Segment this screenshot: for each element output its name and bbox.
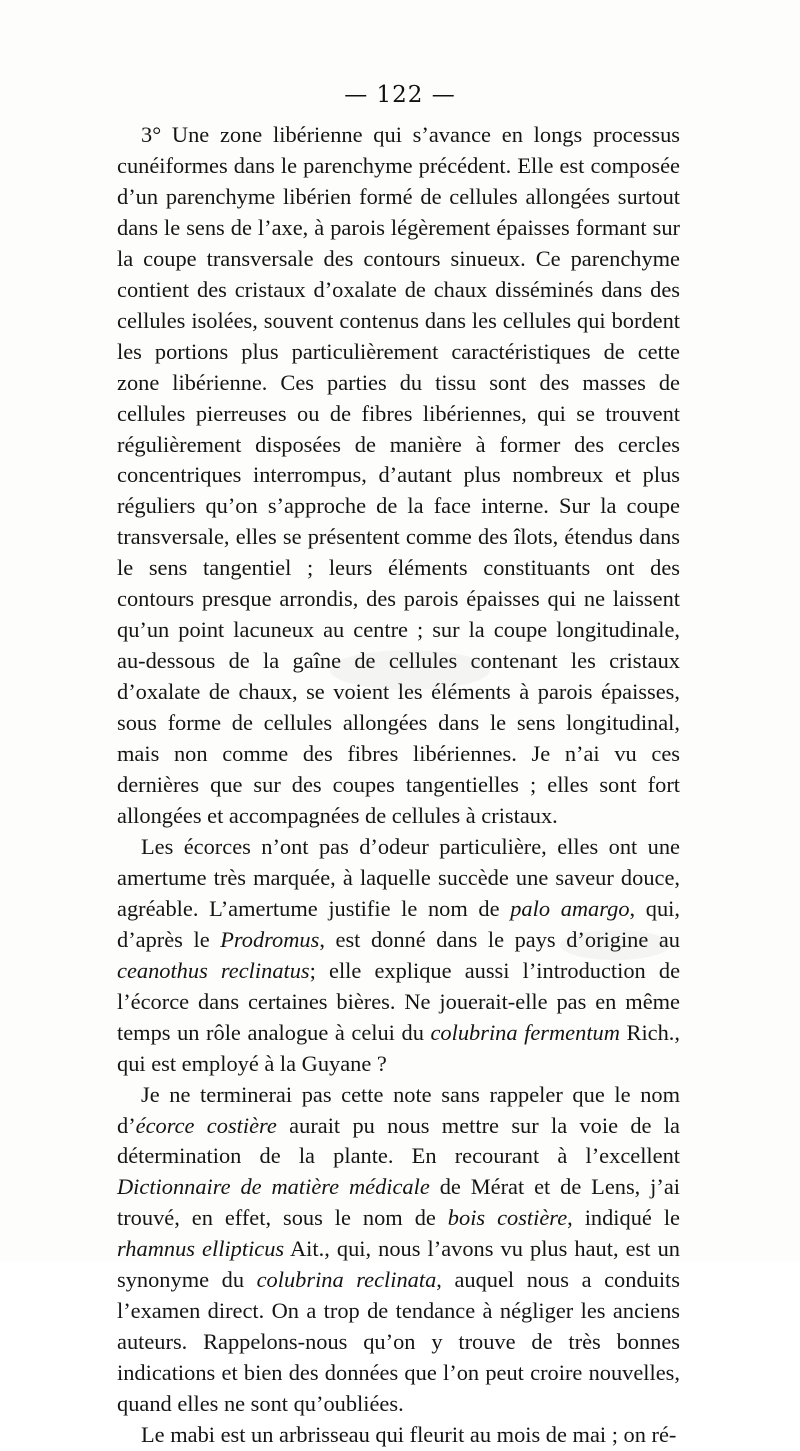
italic-term: Prodromus [220, 926, 320, 952]
text-run: , qui, d’après le [117, 895, 680, 952]
text-run: aurait pu nous mettre sur la voie de la détermination de la plante. En recourant à l’excellent [117, 1112, 680, 1169]
text-run: Je ne terminerai pas cette note sans rappeler que le nom d’ [117, 1081, 680, 1138]
text-run: Les écorces n’ont pas d’odeur particulière, elles ont une amertume très marquée, à laquelle succède une saveur douce, agréable. L’amertume justifie le nom de [117, 833, 680, 921]
text-run: de Mérat et de Lens, j’ai trouvé, en effet, sous le nom de [117, 1174, 680, 1231]
text-run: , indiqué le [567, 1205, 680, 1231]
italic-term: colubrina fermentum [430, 1019, 620, 1045]
italic-term: écorce costière [135, 1112, 277, 1138]
italic-term: Dictionnaire de matière médicale [117, 1174, 430, 1200]
text-run: Le mabi est un arbrisseau qui fleurit au mois de mai ; on ré- [141, 1422, 677, 1448]
italic-term: ceanothus reclinatus [117, 957, 310, 983]
paragraph [117, 120, 680, 832]
italic-term: colubrina reclinata [256, 1267, 437, 1293]
text-run: Rich., qui est employé à la Guyane ? [117, 1019, 680, 1076]
page-number: — 122 — [344, 82, 456, 108]
text-run: , auquel nous a conduits l’examen direct. On a trop de tendance à négliger les anciens auteurs. Rappelons-nous qu’on y trouve de très bonnes indications et bien des données que l’on peut croire nouvelles, quand elles ne sont qu’oubliées. [117, 1267, 680, 1417]
italic-term: palo amargo [510, 895, 630, 921]
italic-term: rhamnus ellipticus [117, 1236, 285, 1262]
paragraph [117, 1420, 680, 1451]
text-run: 3° Une zone libérienne qui s’avance en longs processus cunéiformes dans le parenchyme précédent. Elle est composée d’un parenchyme libérien formé de cellules allongées surtout dans le sens de l’axe, à parois légèrement épaisses formant sur la coupe transversale des contours sinueux. Ce parenchyme contient des cristaux d’oxalate de chaux disséminés dans des cellules isolées, souvent contenus dans les cellules qui bordent les portions plus particulièrement caractéristiques de cette zone libérienne. Ces parties du tissu sont des masses de cellules pierreuses ou de fibres libériennes, qui se trouvent régulièrement disposées de manière à former des cercles concentriques interrompus, d’autant plus nombreux et plus réguliers qu’on s’approche de la face interne. Sur la coupe transversale, elles se présentent comme des îlots, étendus dans le sens tangentiel ; leurs éléments constituants ont des contours presque arrondis, des parois épaisses qui ne laissent qu’un point lacuneux au centre ; sur la coupe longitudinale, au-dessous de la gaîne de cellules contenant les cristaux d’oxalate de chaux, se voient les éléments à parois épaisses, sous forme de cellules allongées dans le sens longitudinal, mais non comme des fibres libériennes. Je n’ai vu ces dernières que sur des coupes tangentielles ; elles sont fort allongées et accompagnées de cellules à cristaux. [117, 122, 680, 828]
paragraph [117, 1080, 680, 1420]
text-run: ; elle explique aussi l’introduction de l’écorce dans certaines bières. Ne jouerait-elle pas en même temps un rôle analogue à celui du [117, 957, 681, 1045]
text-run: , est donné dans le pays d’origine au [319, 926, 681, 952]
italic-term: bois costière [447, 1205, 568, 1231]
body-text [117, 120, 680, 1451]
text-run: Ait., qui, nous l’avons vu plus haut, est un synonyme du [117, 1236, 680, 1293]
paragraph [117, 832, 680, 1080]
